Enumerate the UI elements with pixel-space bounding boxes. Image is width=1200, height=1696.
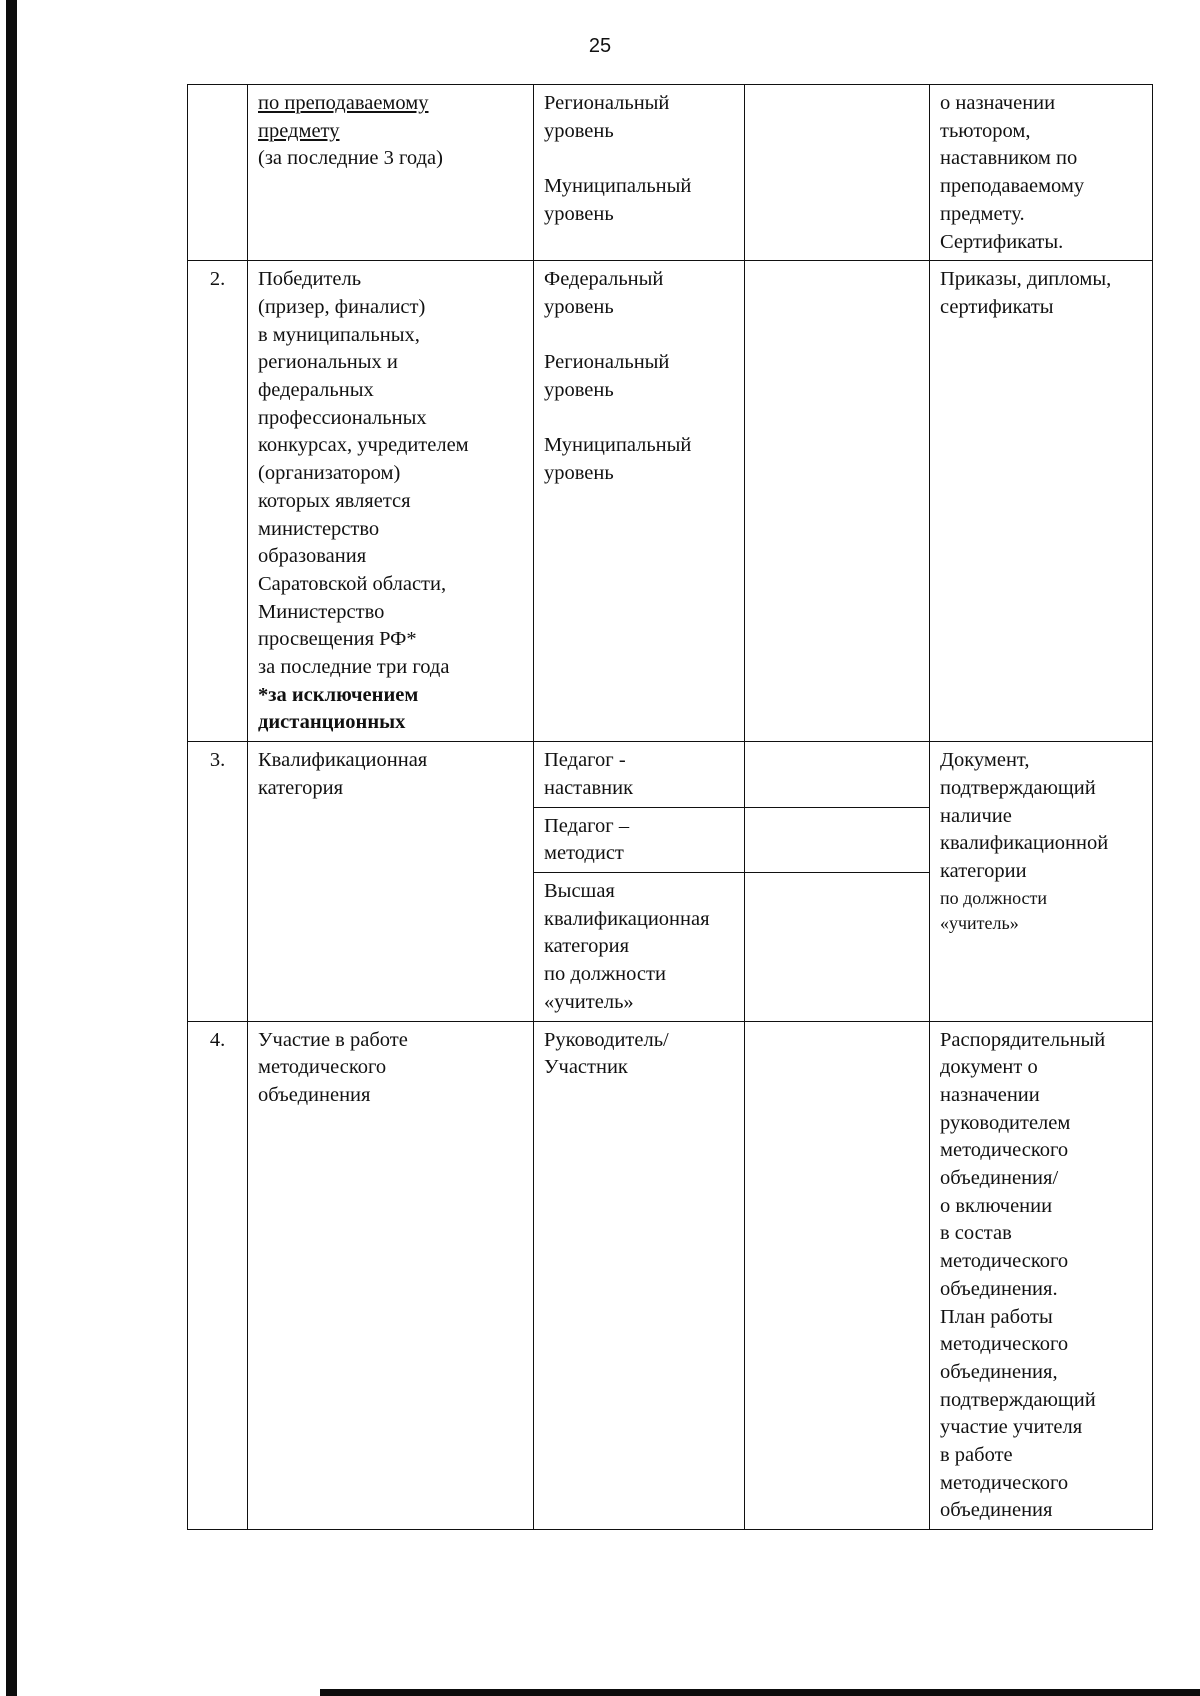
document-line: подтверждающий xyxy=(940,1388,1096,1411)
document-line: План работы xyxy=(940,1305,1053,1328)
row-number xyxy=(188,85,248,261)
document-line: методического xyxy=(940,1333,1069,1356)
criterion-cell xyxy=(248,261,534,742)
criterion-line: предмету xyxy=(258,119,340,142)
document-line: Приказы, дипломы, xyxy=(940,268,1112,291)
document-line: участие учителя xyxy=(940,1416,1083,1439)
document-line: в работе xyxy=(940,1444,1013,1467)
criterion-line: (призер, финалист) xyxy=(258,295,426,318)
level-line: наставник xyxy=(544,776,634,799)
criterion-line: за последние три года xyxy=(258,656,450,679)
documents-cell xyxy=(930,742,1153,1021)
document-line: по должности xyxy=(940,887,1048,908)
level-line: Участник xyxy=(544,1056,628,1079)
score-cell xyxy=(745,85,930,261)
criterion-line: просвещения РФ* xyxy=(258,628,417,651)
criterion-cell xyxy=(248,1021,534,1530)
document-line: руководителем xyxy=(940,1111,1071,1134)
document-line: объединения, xyxy=(940,1360,1058,1383)
level-line: уровень xyxy=(544,295,614,318)
criterion-line: которых является xyxy=(258,489,411,512)
level-cell xyxy=(534,85,745,261)
level-line: Руководитель/ xyxy=(544,1028,669,1051)
criteria-table xyxy=(187,84,1153,1530)
table-row xyxy=(188,1021,1153,1530)
document-line: объединения/ xyxy=(940,1167,1059,1190)
document-line: методического xyxy=(940,1250,1069,1273)
level-cell xyxy=(534,807,745,872)
level-line: Региональный xyxy=(544,92,670,114)
scan-edge-bottom xyxy=(320,1689,1200,1696)
document-line: категории xyxy=(940,859,1027,882)
criterion-line: профессиональных xyxy=(258,406,427,429)
document-line: преподаваемому xyxy=(940,175,1085,198)
document-line: документ о xyxy=(940,1056,1038,1079)
criterion-line: методического xyxy=(258,1056,387,1079)
level-line: уровень xyxy=(544,119,614,142)
document-line: методического xyxy=(940,1471,1069,1494)
criterion-line: в муниципальных, xyxy=(258,323,420,346)
criterion-line: по преподаваемому xyxy=(258,92,429,114)
score-cell xyxy=(745,742,930,807)
level-line: уровень xyxy=(544,462,614,485)
level-cell xyxy=(534,1021,745,1530)
row-number: 4. xyxy=(188,1021,248,1530)
score-cell xyxy=(745,807,930,872)
documents-cell xyxy=(930,261,1153,742)
document-line: объединения. xyxy=(940,1277,1058,1300)
document-line: сертификаты xyxy=(940,295,1054,318)
documents-cell xyxy=(930,1021,1153,1530)
table-row xyxy=(188,742,1153,807)
documents-cell xyxy=(930,85,1153,261)
table-row xyxy=(188,261,1153,742)
document-line: Сертификаты. xyxy=(940,230,1064,253)
document-line: наличие xyxy=(940,804,1012,827)
criterion-line: Министерство xyxy=(258,600,385,623)
level-line: «учитель» xyxy=(544,990,634,1013)
level-cell xyxy=(534,261,745,742)
score-cell xyxy=(745,872,930,1021)
level-line: Педагог - xyxy=(544,749,626,772)
criterion-line: Участие в работе xyxy=(258,1028,408,1051)
criterion-cell xyxy=(248,742,534,1021)
level-cell xyxy=(534,742,745,807)
document-line: предмету. xyxy=(940,202,1025,225)
criterion-line: Победитель xyxy=(258,268,362,291)
criterion-line: Саратовской области, xyxy=(258,572,447,595)
level-line: Муниципальный xyxy=(544,434,692,457)
document-line: назначении xyxy=(940,1083,1040,1106)
document-line: Распорядительный xyxy=(940,1028,1106,1051)
row-number: 2. xyxy=(188,261,248,742)
document-line: тьютором, xyxy=(940,119,1031,142)
document-line: о назначении xyxy=(940,92,1056,114)
level-line: методист xyxy=(544,842,624,865)
criterion-note-line: *за исключением xyxy=(258,683,419,706)
document-line: о включении xyxy=(940,1194,1053,1217)
document-line: подтверждающий xyxy=(940,776,1096,799)
criterion-line: министерство xyxy=(258,517,380,540)
criterion-line: объединения xyxy=(258,1083,371,1106)
page-number: 25 xyxy=(588,35,612,57)
criterion-line: конкурсах, учредителем xyxy=(258,434,469,457)
level-line: категория xyxy=(544,935,630,958)
level-line: уровень xyxy=(544,379,614,402)
criterion-line: (организатором) xyxy=(258,462,401,485)
level-line: Педагог – xyxy=(544,814,630,837)
level-line: Муниципальный xyxy=(544,175,692,198)
level-line: Федеральный xyxy=(544,268,664,291)
table-row xyxy=(188,85,1153,261)
criterion-line: (за последние 3 года) xyxy=(258,147,443,170)
level-cell xyxy=(534,872,745,1021)
criterion-line: федеральных xyxy=(258,379,374,402)
document-line: наставником по xyxy=(940,147,1078,170)
criterion-line: Квалификационная xyxy=(258,749,428,772)
criterion-line: категория xyxy=(258,776,344,799)
score-cell xyxy=(745,261,930,742)
level-line: уровень xyxy=(544,202,614,225)
criterion-note-line: дистанционных xyxy=(258,711,406,734)
level-line: Высшая xyxy=(544,879,615,902)
document-line: Документ, xyxy=(940,749,1030,772)
score-cell xyxy=(745,1021,930,1530)
criterion-line: образования xyxy=(258,545,367,568)
row-number: 3. xyxy=(188,742,248,1021)
level-line: по должности xyxy=(544,963,666,986)
document-line: «учитель» xyxy=(940,912,1019,933)
scan-edge-left xyxy=(6,0,17,1696)
document-line: в состав xyxy=(940,1222,1012,1245)
criterion-line: региональных и xyxy=(258,351,398,374)
document-line: объединения xyxy=(940,1499,1053,1522)
level-line: квалификационная xyxy=(544,907,710,930)
document-line: квалификационной xyxy=(940,832,1109,855)
level-line: Региональный xyxy=(544,351,670,374)
criterion-cell xyxy=(248,85,534,261)
document-line: методического xyxy=(940,1139,1069,1162)
